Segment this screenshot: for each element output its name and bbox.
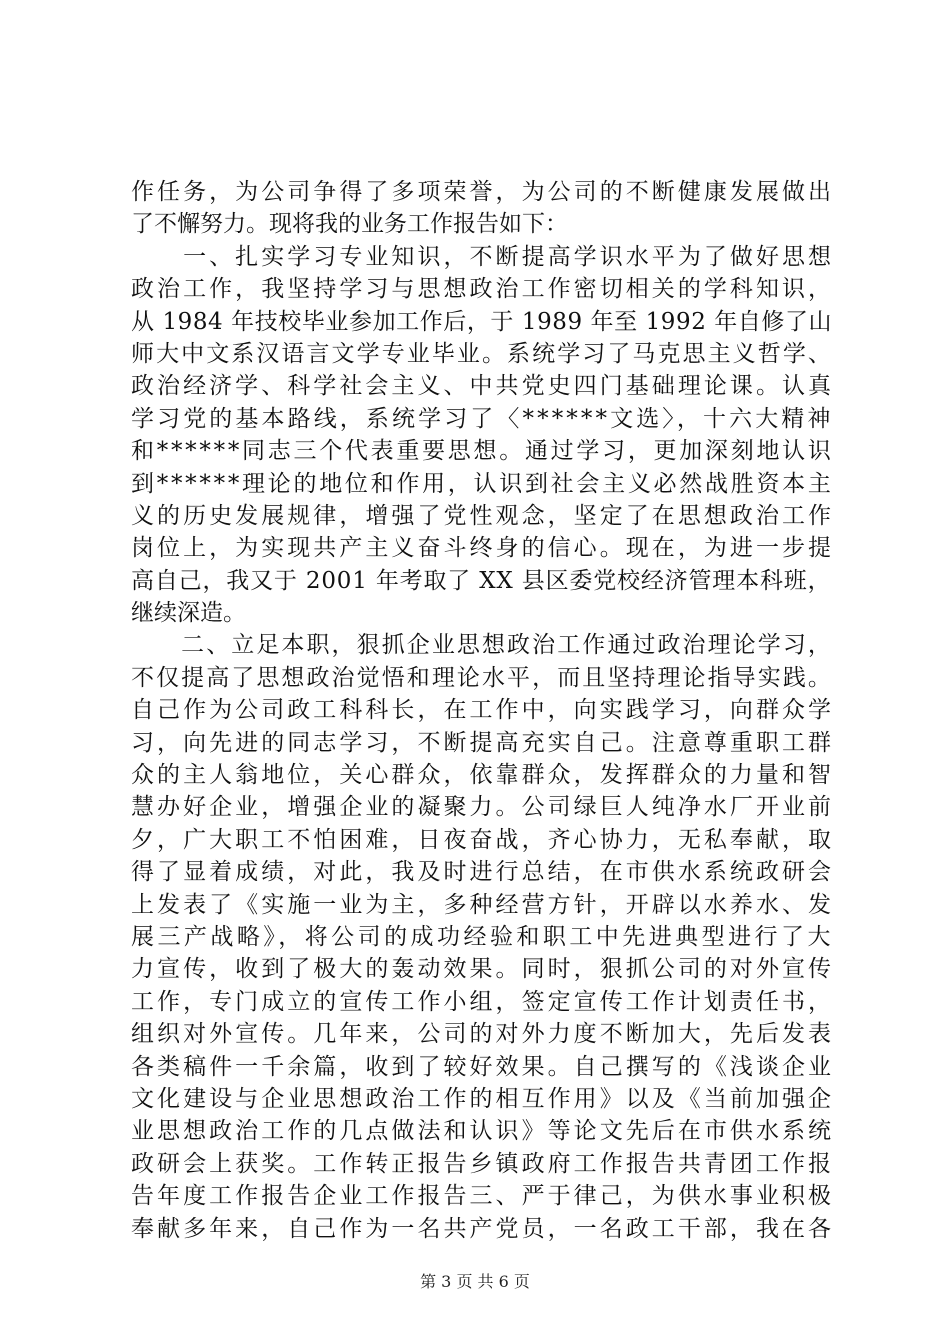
text-line: 自己作为公司政工科科长，在工作中，向实践学习，向群众学 [131, 697, 835, 724]
text-line: 上发表了《实施一业为主，多种经营方针，开辟以水养水、发 [131, 891, 835, 918]
text-line: 师大中文系汉语言文学专业毕业。系统学习了马克思主义哲学、 [131, 340, 833, 367]
text-line: 文化建设与企业思想政治工作的相互作用》以及《当前加强企 [131, 1085, 835, 1112]
text-line: 政研会上获奖。工作转正报告乡镇政府工作报告共青团工作报 [131, 1150, 835, 1177]
text-line: 业思想政治工作的几点做法和认识》等论文先后在市供水系统 [131, 1118, 835, 1145]
text-line: 工作，专门成立的宣传工作小组，签定宣传工作计划责任书， [131, 988, 835, 1015]
text-line: 岗位上，为实现共产主义奋斗终身的信心。现在，为进一步提 [131, 535, 835, 562]
text-line: 组织对外宣传。几年来，公司的对外力度不断加大，先后发表 [131, 1021, 835, 1048]
text-line: 学习党的基本路线，系统学习了〈******文选〉，十六大精神 [131, 405, 834, 432]
text-line: 和******同志三个代表重要思想。通过学习，更加深刻地认识 [131, 438, 834, 465]
text-line: 慧办好企业，增强企业的凝聚力。公司绿巨人纯净水厂开业前 [131, 794, 835, 821]
text-line: 众的主人翁地位，关心群众，依靠群众，发挥群众的力量和智 [131, 762, 835, 789]
text-line: 奉献多年来，自己作为一名共产党员，一名政工干部，我在各 [131, 1215, 835, 1242]
text-line: 到******理论的地位和作用，认识到社会主义必然战胜资本主 [131, 470, 834, 497]
text-line: 告年度工作报告企业工作报告三、严于律己，为供水事业积极 [131, 1183, 835, 1210]
text-line: 从 1984 年技校毕业参加工作后，于 1989 年至 1992 年自修了山 [131, 308, 833, 335]
text-line: 各类稿件一千余篇，收到了较好效果。自己撰写的《浅谈企业 [131, 1053, 835, 1080]
text-line: 习，向先进的同志学习，不断提高充实自己。注意尊重职工群 [131, 729, 835, 756]
text-line: 继续深造。 [131, 600, 246, 627]
text-line: 二、立足本职，狠抓企业思想政治工作通过政治理论学习， [131, 632, 833, 659]
text-line: 了不懈努力。现将我的业务工作报告如下： [131, 211, 568, 238]
text-line: 不仅提高了思想政治觉悟和理论水平，而且坚持理论指导实践。 [131, 664, 833, 691]
text-line: 作任务，为公司争得了多项荣誉，为公司的不断健康发展做出 [131, 179, 835, 205]
text-line: 力宣传，收到了极大的轰动效果。同时，狠抓公司的对外宣传 [131, 956, 835, 983]
text-line: 义的历史发展规律，增强了党性观念，坚定了在思想政治工作 [131, 502, 835, 529]
text-line: 政治经济学、科学社会主义、中共党史四门基础理论课。认真 [131, 373, 835, 400]
text-line: 展三产战略》，将公司的成功经验和职工中先进典型进行了大 [131, 923, 834, 950]
text-line: 得了显着成绩，对此，我及时进行总结，在市供水系统政研会 [131, 859, 835, 886]
text-line: 高自己，我又于 2001 年考取了 XX 县区委党校经济管理本科班， [131, 567, 832, 594]
body-text [131, 176, 835, 1245]
page-footer: 第 3 页 共 6 页 [420, 1272, 530, 1291]
text-line: 政治工作，我坚持学习与思想政治工作密切相关的学科知识， [131, 276, 835, 303]
text-line: 一、扎实学习专业知识，不断提高学识水平为了做好思想 [131, 243, 835, 270]
text-line: 夕，广大职工不怕困难，日夜奋战，齐心协力，无私奉献，取 [131, 826, 835, 853]
